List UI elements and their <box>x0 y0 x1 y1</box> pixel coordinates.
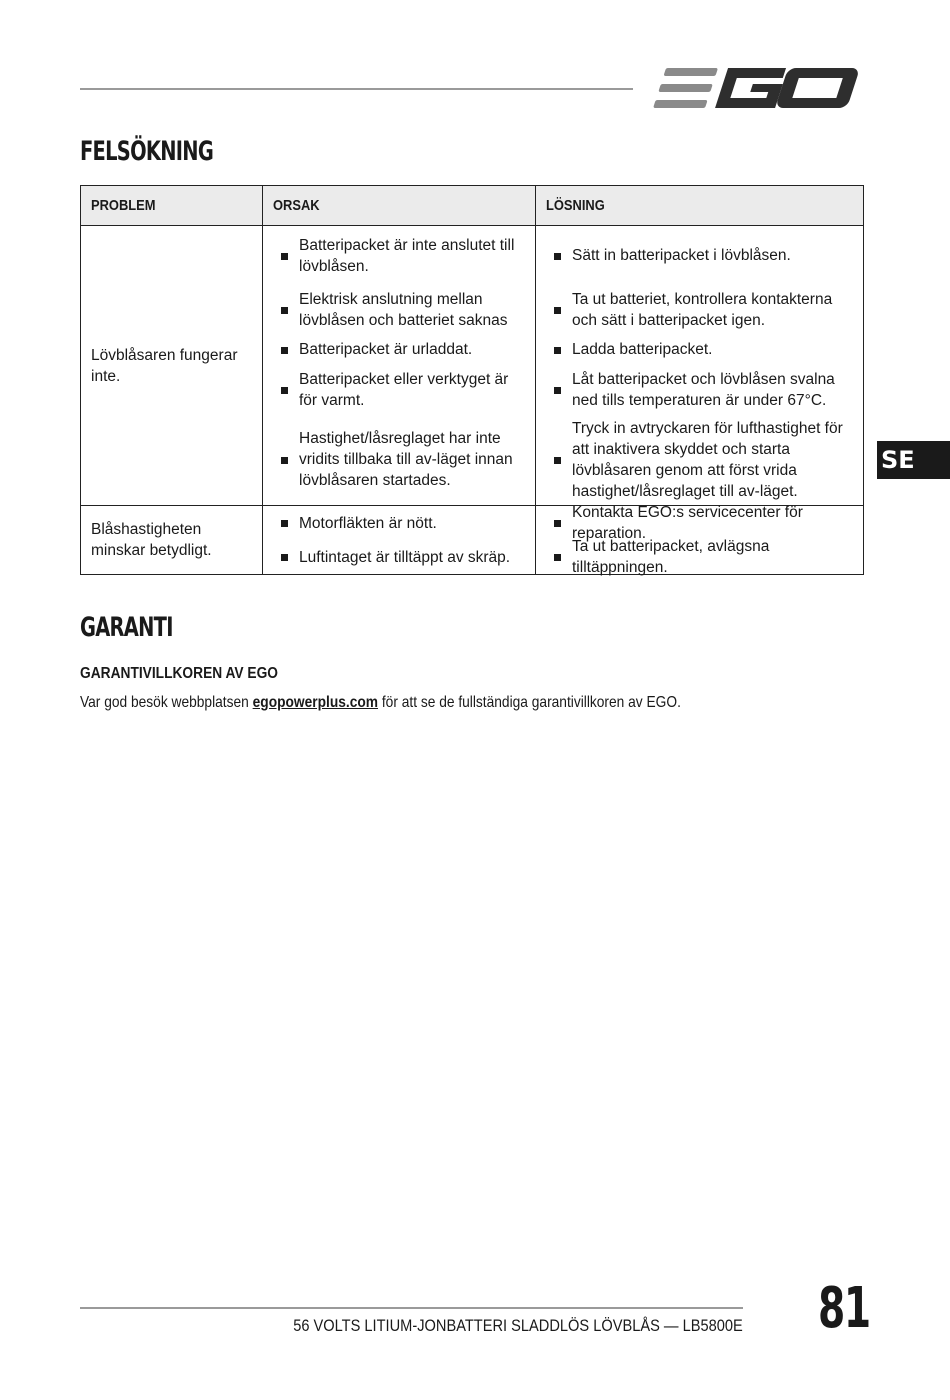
table-header-row <box>81 186 864 226</box>
table-row <box>81 506 864 575</box>
troubleshooting-table <box>80 185 864 575</box>
list-item: Ta ut batteriet, kontrollera kontakterna och sätt i batteripacket igen. <box>536 285 863 335</box>
header-rule <box>80 88 633 90</box>
ego-logo <box>650 62 862 114</box>
language-tab: SE <box>877 441 950 479</box>
header-problem: PROBLEM <box>81 186 263 226</box>
list-item: Kontakta EGO:s servicecenter för reparation. <box>536 506 863 540</box>
list-item: Motorfläkten är nött. <box>263 506 535 540</box>
header-solution: LÖSNING <box>536 186 864 226</box>
solution-cell <box>536 226 864 506</box>
problem-cell <box>81 226 263 506</box>
list-item: Hastighet/låsreglaget har inte vridits tillbaka till av-läget innan lövblåsaren startades. <box>263 415 535 505</box>
list-item: Sätt in batteripacket i lövblåsen. <box>536 227 863 285</box>
footer-rule <box>80 1307 743 1309</box>
list-item: Batteripacket eller verktyget är för varmt. <box>263 365 535 415</box>
list-item: Låt batteripacket och lövblåsen svalna ned tills temperaturen är under 67°C. <box>536 365 863 415</box>
warranty-title: GARANTI <box>80 612 173 643</box>
troubleshooting-title: FELSÖKNING <box>80 136 214 167</box>
table-row <box>81 226 864 506</box>
footer-text: 56 VOLTS LITIUM-JONBATTERI SLADDLÖS LÖVBLÅS — LB5800E <box>293 1316 743 1335</box>
problem-text: Blåshastigheten minskar betydligt. <box>91 521 212 559</box>
page-number: 81 <box>818 1276 870 1341</box>
list-item: Tryck in avtryckaren för lufthastighet för att inaktivera skyddet och starta lövblåsaren genom att först vrida hastighet/låsreglaget till av-läget. <box>536 415 863 505</box>
cause-cell <box>263 506 536 575</box>
solution-cell <box>536 506 864 575</box>
list-item: Ta ut batteripacket, avlägsna tilltäppningen. <box>536 540 863 574</box>
problem-cell <box>81 506 263 575</box>
list-item: Luftintaget är tilltäppt av skräp. <box>263 540 535 574</box>
list-item: Ladda batteripacket. <box>536 335 863 365</box>
warranty-subtitle: GARANTIVILLKOREN AV EGO <box>80 665 279 682</box>
warranty-text: Var god besök webbplatsen egopowerplus.com för att se de fullständiga garantivillkoren av EGO. <box>80 694 681 711</box>
list-item: Batteripacket är inte anslutet till lövblåsen. <box>263 227 535 285</box>
list-item: Batteripacket är urladdat. <box>263 335 535 365</box>
problem-text: Lövblåsaren fungerar inte. <box>91 346 238 385</box>
warranty-link[interactable]: egopowerplus.com <box>252 694 379 711</box>
header-cause: ORSAK <box>263 186 536 226</box>
cause-cell <box>263 226 536 506</box>
list-item: Elektrisk anslutning mellan lövblåsen och batteriet saknas <box>263 285 535 335</box>
